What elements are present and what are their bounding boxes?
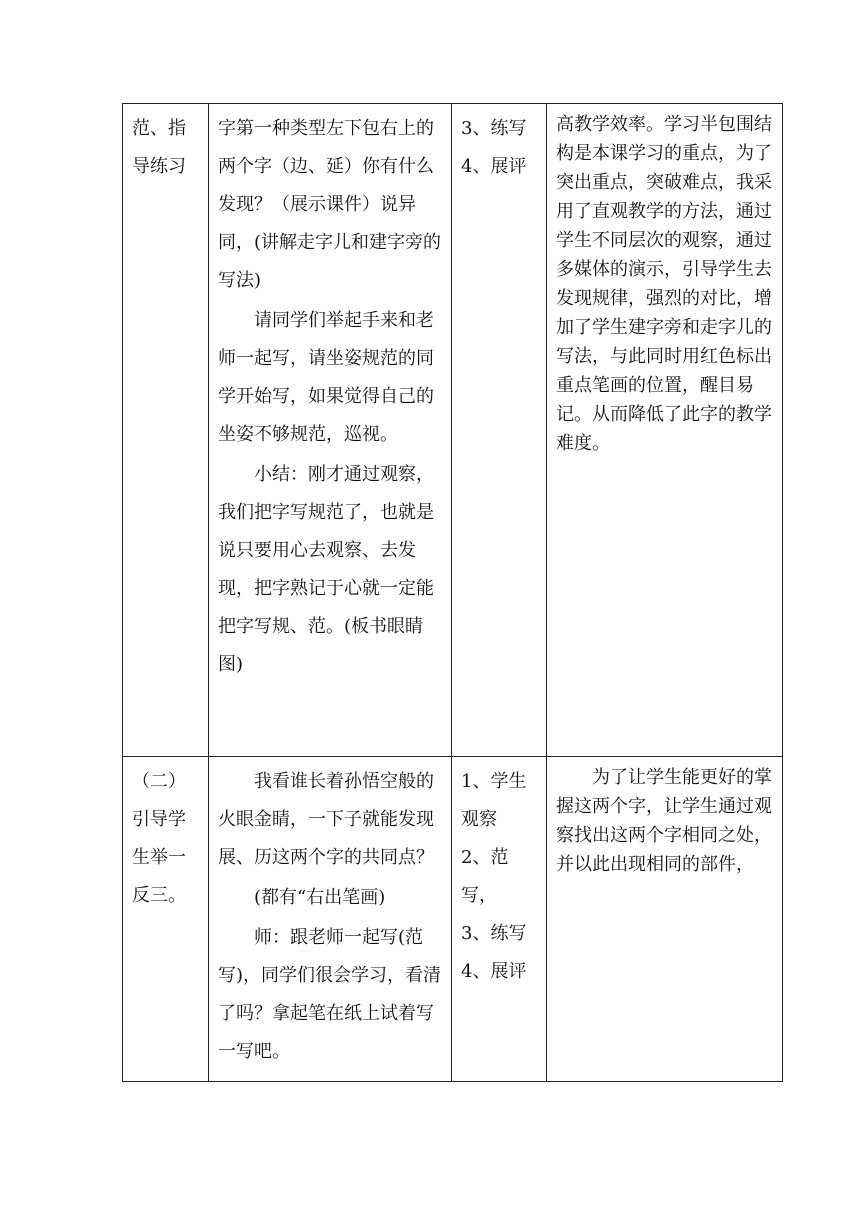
activity-paragraph: 字第一种类型左下包右上的两个字（边、延）你有什么发现？（展示课件）说异同，(讲解走字儿和建字旁的写法) xyxy=(218,118,442,291)
table-row xyxy=(123,757,783,1082)
table-row xyxy=(123,104,783,757)
stage-cell xyxy=(123,757,209,1082)
activity-paragraph: 请同学们举起手来和老师一起写，请坐姿规范的同学开始写，如果觉得自己的坐姿不够规范，巡视。 xyxy=(218,310,434,445)
activity-paragraph: (都有“右出笔画) xyxy=(254,887,386,908)
steps-cell xyxy=(452,757,547,1082)
activity-paragraph: 师：跟老师一起写(范写)，同学们很会学习，看清了吗？拿起笔在纸上试着写一写吧。 xyxy=(218,927,442,1062)
activity-paragraph: 我看谁长着孙悟空般的火眼金睛，一下子就能发现展、历这两个字的共同点？ xyxy=(218,771,434,868)
step-item: 2、范写， xyxy=(461,847,509,906)
intent-text: 为了让学生能更好的掌握这两个字，让学生通过观察找出这两个字相同之处，并以此出现相同的部件， xyxy=(556,767,772,875)
activity-cell xyxy=(209,757,452,1082)
intent-cell xyxy=(547,104,783,757)
lesson-plan-table xyxy=(122,103,783,1082)
step-item: 4、展评 xyxy=(461,961,527,982)
step-item: 4、展评 xyxy=(461,156,527,177)
stage-text: 范、指导练习 xyxy=(132,118,186,177)
steps-cell xyxy=(452,104,547,757)
step-item: 1、学生观察 xyxy=(461,771,527,830)
step-item: 3、练写 xyxy=(461,923,527,944)
intent-cell xyxy=(547,757,783,1082)
stage-text: （二）引导学生举一反三。 xyxy=(132,771,186,906)
stage-cell xyxy=(123,104,209,757)
step-item: 3、练写 xyxy=(461,118,527,139)
intent-text: 高教学效率。学习半包围结构是本课学习的重点，为了突出重点，突破难点，我采用了直观教学的方法，通过学生不同层次的观察，通过多媒体的演示，引导学生去发现规律，强烈的对比，增加了学生建字旁和走字儿的写法，与此同时用红色标出重点笔画的位置，醒目易记。从而降低了此字的教学难度。 xyxy=(556,114,772,454)
activity-paragraph: 小结：刚才通过观察，我们把字写规范了，也就是说只要用心去观察、去发现，把字熟记于心就一定能把字写规、范。(板书眼睛图) xyxy=(218,464,434,675)
activity-cell xyxy=(209,104,452,757)
